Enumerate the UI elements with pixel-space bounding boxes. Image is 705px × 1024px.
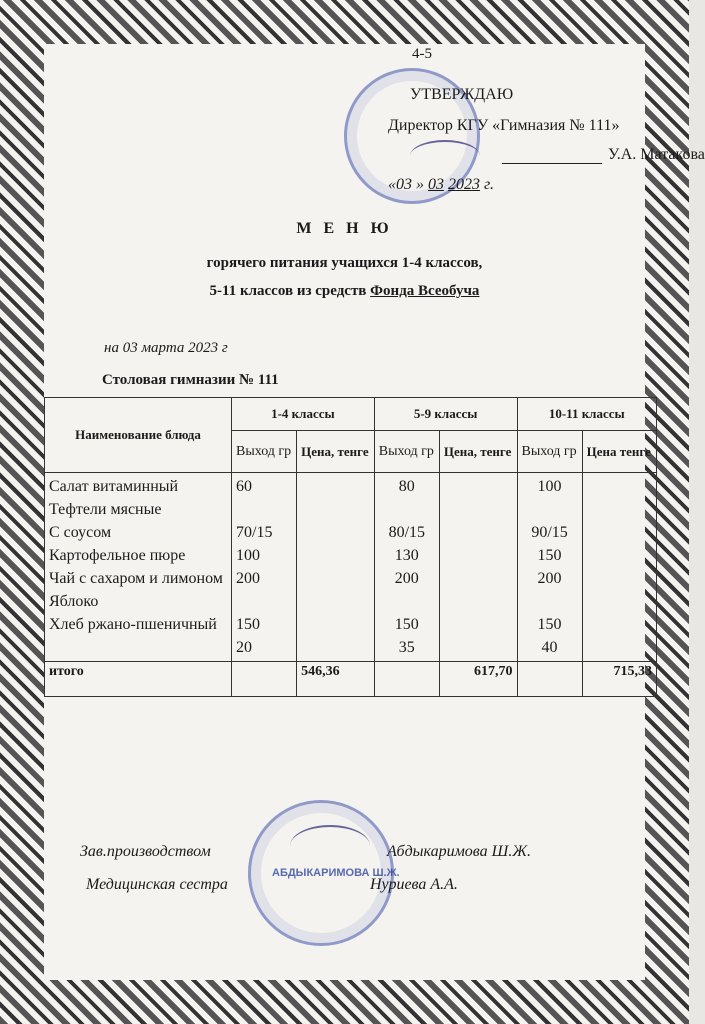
portion-value: 200 — [537, 570, 562, 587]
subheader-portion: Выход гр — [517, 431, 582, 473]
total-label: итого — [45, 662, 232, 697]
price-5-9 — [439, 473, 517, 662]
menu-subtitle-prefix: 5-11 классов из средств — [209, 283, 367, 299]
subheader-price: Цена тенге — [582, 431, 656, 473]
menu-subtitle-1: горячего питания учащихся 1-4 классов, — [206, 255, 483, 271]
date-suffix: г. — [484, 176, 495, 193]
approval-director-name — [502, 146, 705, 164]
menu-subtitle-2 — [0, 283, 689, 300]
portions-5-9 — [374, 473, 439, 662]
portions-10-11 — [517, 473, 582, 662]
director-name-text: У.А. Матакова — [608, 146, 705, 163]
portion-value: 80 — [398, 478, 415, 495]
price-1-4 — [297, 473, 375, 662]
approval-title: УТВЕРЖДАЮ — [410, 86, 514, 103]
subheader-price: Цена, тенге — [439, 431, 517, 473]
portion-value: 35 — [398, 639, 415, 656]
production-signature — [290, 825, 370, 867]
price-10-11 — [582, 473, 656, 662]
group-header-1-4: 1-4 классы — [232, 398, 375, 431]
menu-fund: Фонда Всеобуча — [370, 283, 480, 299]
portion-value: 150 — [537, 616, 562, 633]
signature-role-2: Медицинская сестра — [86, 876, 228, 893]
portion-value: 150 — [537, 547, 562, 564]
total-row — [45, 662, 657, 697]
portion-value: 100 — [537, 478, 562, 495]
table-header-row — [45, 398, 657, 431]
total-10-11: 715,33 — [582, 662, 656, 697]
canteen-name: Столовая гимназии № 111 — [102, 372, 279, 388]
portion-value: 20 — [236, 639, 252, 656]
dish-item: Тефтели мясные — [49, 501, 162, 518]
total-empty — [374, 662, 439, 697]
portion-value: 60 — [236, 478, 252, 495]
total-empty — [517, 662, 582, 697]
portion-value — [379, 590, 435, 613]
portion-value: 70/15 — [236, 524, 273, 541]
portion-value — [236, 498, 292, 521]
portion-value — [236, 590, 292, 613]
dish-list — [45, 473, 232, 662]
dish-item: Салат витаминный — [49, 478, 179, 495]
total-5-9: 617,70 — [439, 662, 517, 697]
dish-item: Чай с сахаром и лимоном — [49, 570, 223, 587]
dish-header: Наименование блюда — [45, 398, 232, 473]
signature-name-1: Абдыкаримова Ш.Ж. — [387, 843, 531, 860]
portion-value — [522, 590, 578, 613]
director-signature — [410, 140, 480, 172]
date-year: 2023 — [448, 176, 480, 193]
total-1-4: 546,36 — [297, 662, 375, 697]
portion-value: 100 — [236, 547, 260, 564]
date-day: «03 » — [388, 176, 424, 193]
group-header-10-11: 10-11 классы — [517, 398, 657, 431]
subheader-price: Цена, тенге — [297, 431, 375, 473]
portion-value: 40 — [541, 639, 558, 656]
portion-value: 200 — [394, 570, 419, 587]
signature-name-2: Нуриева А.А. — [370, 876, 458, 893]
subheader-portion: Выход гр — [232, 431, 297, 473]
approval-date — [388, 176, 494, 194]
total-empty — [232, 662, 297, 697]
portion-value: 130 — [394, 547, 419, 564]
portion-value: 150 — [236, 616, 260, 633]
date-month: 03 — [428, 176, 444, 193]
approval-director: Директор КГУ «Гимназия № 111» — [388, 117, 620, 134]
signature-line — [502, 163, 602, 164]
portion-value: 90/15 — [531, 524, 568, 541]
menu-date: на 03 марта 2023 г — [104, 340, 228, 356]
dish-item: С соусом — [49, 524, 112, 541]
portion-value: 80/15 — [388, 524, 426, 541]
signature-role-1: Зав.производством — [80, 843, 211, 860]
group-header-5-9: 5-9 классы — [374, 398, 517, 431]
portion-value — [379, 498, 435, 521]
table-row — [45, 473, 657, 662]
dish-item: Картофельное пюре — [49, 547, 186, 564]
dish-item: Хлеб ржано-пшеничный — [49, 616, 217, 633]
dish-item: Яблоко — [49, 593, 99, 610]
menu-table — [44, 397, 657, 697]
portion-value: 200 — [236, 570, 260, 587]
document-number: 4-5 — [412, 46, 432, 62]
subheader-portion: Выход гр — [374, 431, 439, 473]
stamp-text: АБДЫКАРИМОВА Ш.Ж. — [272, 867, 400, 879]
menu-title: М Е Н Ю — [296, 220, 393, 237]
portion-value — [522, 498, 578, 521]
portion-value: 150 — [394, 616, 419, 633]
portions-1-4 — [232, 473, 297, 662]
